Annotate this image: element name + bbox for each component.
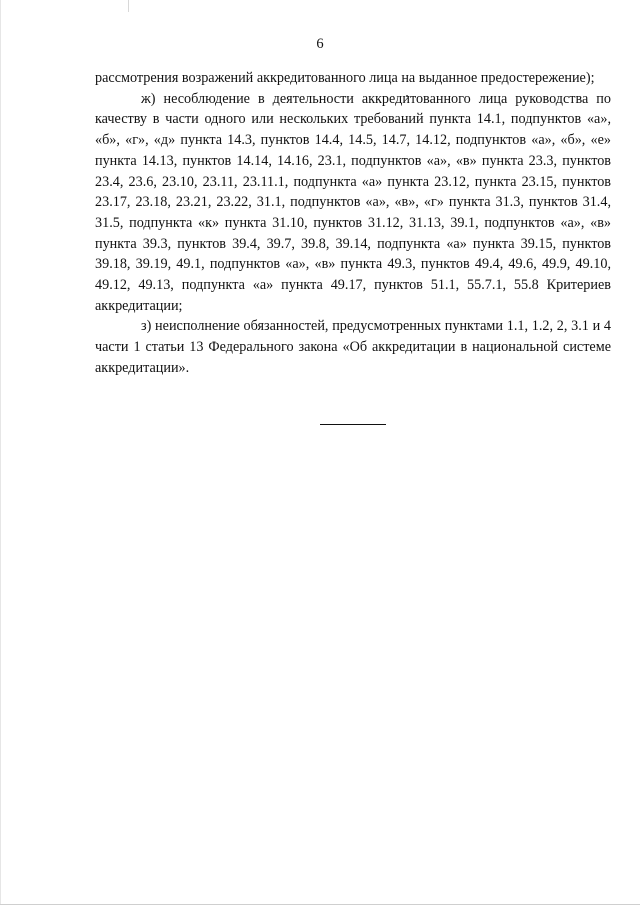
paragraph-continuation: рассмотрения возражений аккредитованного лица на выданное предостережение); — [95, 70, 595, 86]
scan-edge-top — [128, 0, 129, 12]
scan-edge-left — [0, 0, 1, 905]
page-number: 6 — [316, 36, 324, 52]
end-separator-line — [320, 424, 386, 425]
document-body — [95, 68, 611, 379]
paragraph-item-z: з) неисполнение обязанностей, предусмотренных пунктами 1.1, 1.2, 2, 3.1 и 4 части 1 статьи 13 Федерального закона «Об аккредитации в национальной системе аккредитации». — [95, 318, 611, 376]
paragraph-item-zh: ж) несоблюдение в деятельности аккредитованного лица руководства по качеству в части одного или нескольких требований пункта 14.1, подпунктов «а», «б», «г», «д» пункта 14.3, пунктов 14.4, 14.5, 14.7, 14.12, подпунктов «а», «б», «е» пункта 14.13, пунктов 14.14, 14.16, 23.1, подпунктов «а», «в» пункта 23.3, пунктов 23.4, 23.6, 23.10, 23.11, 23.11.1, подпункта «а» пункта 23.12, пункта 23.15, пунктов 23.17, 23.18, 23.21, 23.22, 31.1, подпунктов «а», «в», «г» пункта 31.3, пунктов 31.4, 31.5, подпункта «к» пункта 31.10, пунктов 31.12, 31.13, 39.1, подпунктов «а», «в» пункта 39.3, пунктов 39.4, 39.7, 39.8, 39.14, подпункта «а» пункта 39.15, пунктов 39.18, 39.19, 49.1, подпунктов «а», «в» пункта 49.3, пунктов 49.4, 49.6, 49.9, 49.10, 49.12, 49.13, подпункта «а» пункта 49.17, пунктов 51.1, 55.7.1, 55.8 Критериев аккредитации; — [95, 90, 611, 314]
